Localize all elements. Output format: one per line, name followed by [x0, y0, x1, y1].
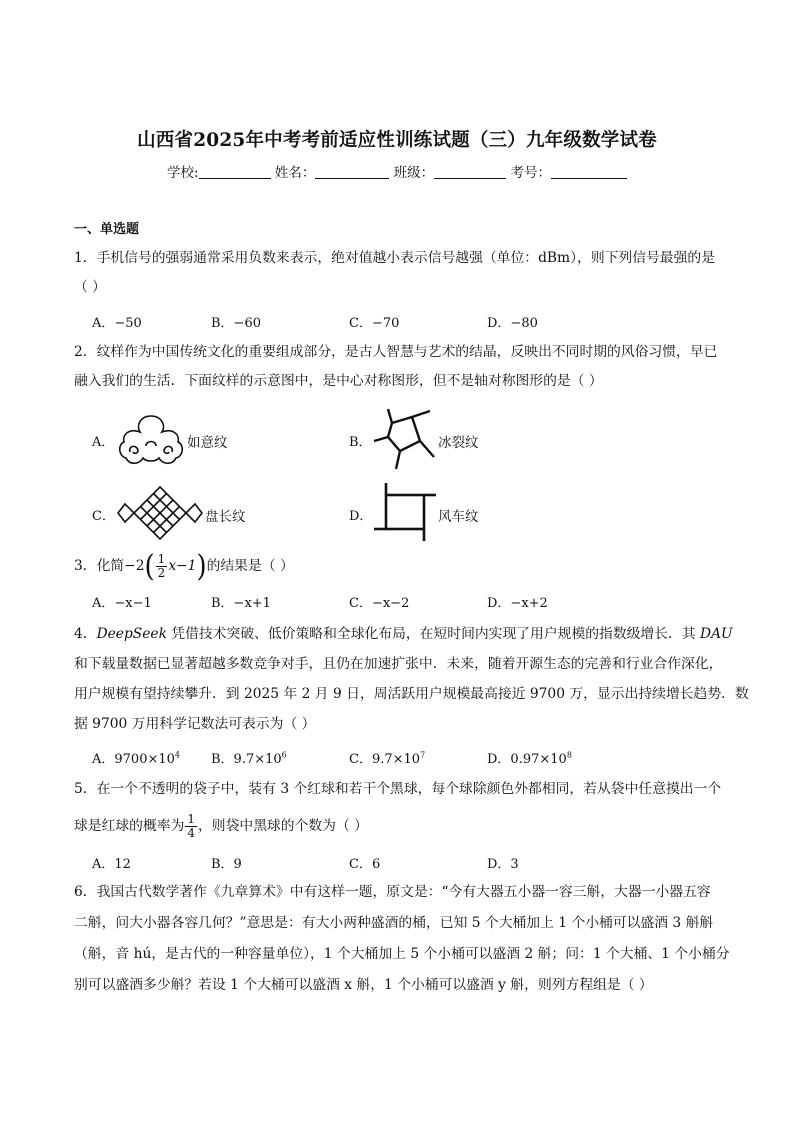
q4-stem-line4: 据 9700 万用科学记数法可表示为（ ） — [74, 716, 316, 732]
q2-option-d-letter[interactable]: D． — [349, 509, 373, 524]
q5-option-b[interactable]: B．9 — [211, 857, 242, 872]
q2-stem-line2: 融入我们的生活．下面纹样的示意图中，是中心对称图形，但不是轴对称图形的是（ ） — [74, 373, 603, 389]
q3-option-d[interactable]: D．−x+2 — [487, 596, 548, 611]
q4-option-c[interactable]: C．$9.7\times 10^7$ — [349, 750, 426, 767]
q2-option-b-letter[interactable]: B． — [349, 435, 372, 450]
windmill-pattern-icon — [372, 481, 438, 543]
name-label: 姓名： — [274, 165, 316, 181]
school-blank[interactable] — [199, 165, 271, 179]
section-heading: 一、单选题 — [74, 222, 140, 237]
panchang-pattern-icon — [116, 485, 204, 541]
q6-stem-line3: （斛，音 hú，是古代的一种容量单位），1 个大桶加上 5 个小桶可以盛酒 2 斛；问：1 个大桶、1 个小桶分 — [74, 946, 730, 962]
q4-option-a[interactable]: A．$9700\times 10^4$ — [92, 750, 181, 767]
q3-option-c[interactable]: C．−x−2 — [349, 596, 410, 611]
q4-stem-line3: 用户规模有望持续攀升．到 2025 年 2 月 9 日，周活跃用户规模最高接近 9700 万，显示出持续增长趋势．数 — [74, 686, 749, 702]
q3-stem: 3．化简−2( $\frac{1}{2}$ x−1)的结果是（ ） — [74, 549, 294, 584]
student-info-line — [0, 161, 794, 181]
q3-option-b[interactable]: B．−x+1 — [211, 596, 271, 611]
q4-stem-line2: 和下载量数据已显著超越多数竞争对手，且仍在加速扩张中．未来，随着开源生态的完善和行业合作深化， — [74, 656, 723, 672]
q6-stem-line4: 别可以盛酒多少斛？若设 1 个大桶可以盛酒 x 斛，1 个小桶可以盛酒 y 斛，则列方程组是（ ） — [74, 977, 653, 993]
name-blank[interactable] — [315, 165, 389, 179]
q6-stem-line1: 6．我国古代数学著作《九章算术》中有这样一题，原文是：“今有大器五小器一容三斛，大器一小器五容 — [74, 884, 711, 900]
q2-stem-line1: 2．纹样作为中国传统文化的重要组成部分，是古人智慧与艺术的结晶，反映出不同时期的风俗习惯，早已 — [74, 344, 718, 360]
class-blank[interactable] — [434, 165, 506, 179]
q6-stem-line2: 二斛，问大小器各容几何？”意思是：有大小两种盛酒的桶，已知 5 个大桶加上 1 个小桶可以盛酒 3 斛斛 — [74, 915, 714, 931]
q1-option-a[interactable]: A．−50 — [92, 316, 142, 331]
q5-option-c[interactable]: C．6 — [349, 857, 381, 872]
q1-stem-line1: 1．手机信号的强弱通常采用负数来表示，绝对值越小表示信号越强（单位：dBm），则下列信号最强的是 — [74, 250, 715, 266]
q5-stem-line2: 球是红球的概率为 $\frac{1}{4}$ ，则袋中黑球的个数为（ ） — [74, 812, 368, 840]
q2-option-b-label: 冰裂纹 — [438, 435, 479, 451]
q5-option-a[interactable]: A．12 — [92, 857, 131, 872]
q1-option-b[interactable]: B．−60 — [211, 316, 261, 331]
q4-stem-line1: 4．DeepSeek 凭借技术突破、低价策略和全球化布局，在短时间内实现了用户规模的指数级增长．其 DAU — [74, 626, 733, 642]
q5-option-d[interactable]: D．3 — [487, 857, 519, 872]
q2-option-d-label: 风车纹 — [438, 509, 479, 525]
ruyi-pattern-icon — [116, 412, 186, 468]
q1-option-d[interactable]: D．−80 — [487, 316, 538, 331]
q4-option-b[interactable]: B．$9.7\times 10^6$ — [211, 750, 287, 767]
exam-number-blank[interactable] — [551, 165, 627, 179]
school-label: 学校: — [167, 165, 199, 181]
q1-option-c[interactable]: C．−70 — [349, 316, 400, 331]
class-label: 班级： — [393, 165, 435, 181]
ice-crack-pattern-icon — [372, 407, 438, 471]
q2-option-c-letter[interactable]: C． — [92, 509, 115, 524]
q2-option-c-label: 盘长纹 — [205, 509, 246, 525]
q4-option-d[interactable]: D．$0.97\times 10^8$ — [487, 750, 572, 767]
q5-stem-line1: 5．在一个不透明的袋子中，装有 3 个红球和若干个黑球，每个球除颜色外都相同，若从袋中任意摸出一个 — [74, 781, 722, 797]
q3-option-a[interactable]: A．−x−1 — [92, 596, 152, 611]
exam-title: 山西省2025年中考考前适应性训练试题（三）九年级数学试卷 — [137, 130, 657, 151]
q2-option-a-label: 如意纹 — [187, 435, 228, 451]
q2-option-a-letter[interactable]: A． — [92, 435, 115, 450]
q1-stem-line2: （ ） — [74, 279, 106, 295]
q3-fraction: $\frac{1}{2}$ — [157, 552, 166, 580]
q5-fraction: $\frac{1}{4}$ — [187, 812, 196, 840]
exam-number-label: 考号： — [510, 165, 551, 181]
